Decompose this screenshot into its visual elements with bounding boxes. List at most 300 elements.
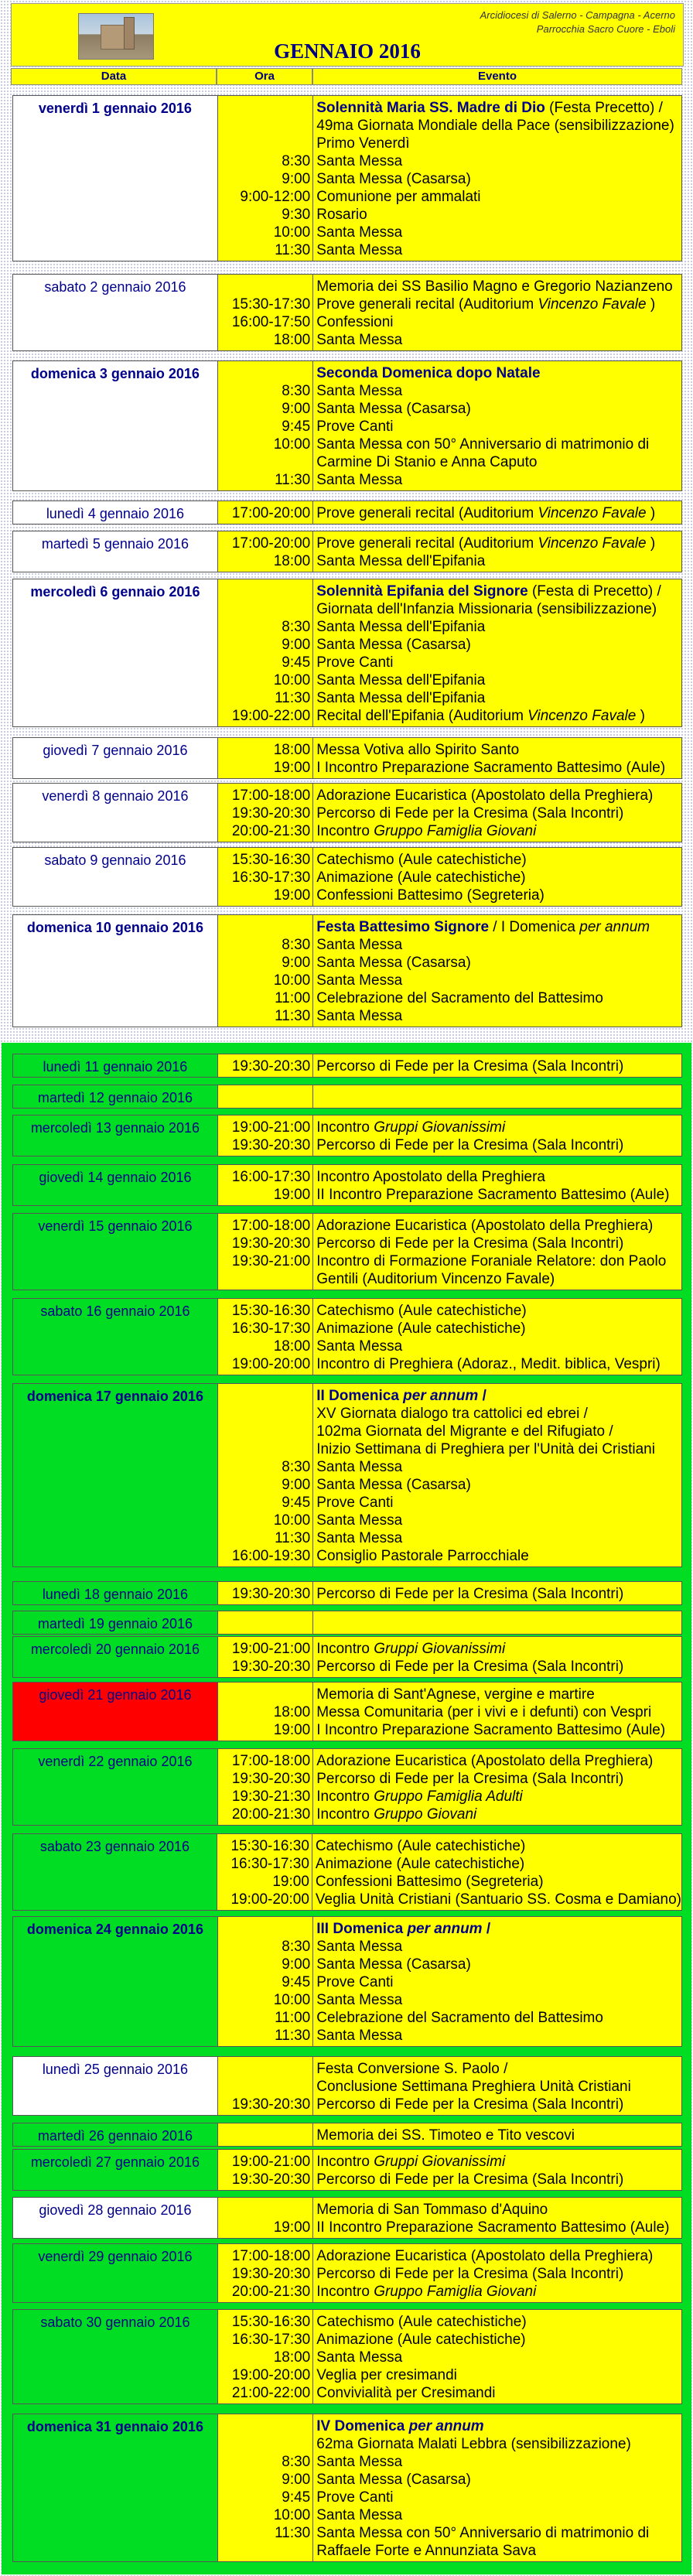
event-description bbox=[316, 1640, 681, 1658]
event-time: 19:00-20:00 bbox=[231, 1356, 311, 1372]
event-text: Santa Messa dell'Epifania bbox=[316, 619, 486, 635]
event-text: Catechismo (Aule catechistiche) bbox=[316, 852, 527, 868]
day-row bbox=[12, 1833, 682, 1911]
day-times bbox=[218, 1683, 313, 1741]
event-text: Gruppo Famiglia Giovani bbox=[374, 823, 537, 839]
event-time: 8:30 bbox=[282, 153, 311, 169]
event-description bbox=[316, 1338, 681, 1355]
day-events bbox=[313, 1214, 681, 1290]
event-text: Santa Messa (Casarsa) bbox=[316, 637, 471, 653]
day-events bbox=[313, 1749, 681, 1825]
event-time: 19:30-20:30 bbox=[231, 2266, 311, 2282]
event-description bbox=[316, 1920, 681, 1938]
day-events bbox=[313, 2123, 681, 2146]
day-times bbox=[218, 848, 313, 906]
event-time: 19:30-20:30 bbox=[231, 2171, 311, 2188]
event-time: 11:30 bbox=[275, 472, 311, 488]
event-text: Memoria di Sant'Agnese, vergine e martire bbox=[316, 1686, 595, 1703]
event-time: 17:00-20:00 bbox=[231, 535, 311, 552]
event-text: Prove Canti bbox=[316, 1495, 394, 1511]
day-times bbox=[218, 531, 313, 572]
event-text: 62ma Giornata Malati Lebbra (sensibilizzazione) bbox=[316, 2436, 631, 2452]
event-time: 11:00 bbox=[275, 2010, 311, 2026]
event-text: III Domenica bbox=[316, 1921, 408, 1937]
event-description bbox=[316, 1837, 681, 1855]
event-time: 19:00-21:00 bbox=[231, 1641, 311, 1657]
event-text: 102ma Giornata del Migrante e del Rifugiato / bbox=[316, 1423, 613, 1440]
event-description bbox=[316, 2471, 681, 2489]
event-time: 15:30-16:30 bbox=[231, 852, 311, 868]
event-description bbox=[316, 2247, 681, 2265]
event-description bbox=[316, 1057, 681, 1075]
event-time: 11:30 bbox=[275, 2525, 311, 2541]
event-text: Catechismo (Aule catechistiche) bbox=[316, 1303, 527, 1319]
day-row bbox=[12, 737, 682, 779]
event-text: Catechismo (Aule catechistiche) bbox=[316, 2314, 527, 2330]
day-times bbox=[218, 2244, 313, 2302]
day-date: venerdì 8 gennaio 2016 bbox=[13, 784, 218, 842]
day-times bbox=[218, 2414, 313, 2561]
event-text: Santa Messa bbox=[316, 937, 403, 953]
event-text: Gruppo Famiglia Giovani bbox=[374, 2284, 537, 2300]
event-description bbox=[316, 918, 681, 936]
event-time: 19:30-20:30 bbox=[231, 1235, 311, 1252]
event-description bbox=[316, 2453, 681, 2471]
event-description bbox=[316, 1252, 681, 1270]
event-text: Percorso di Fede per la Cresima (Sala Incontri) bbox=[316, 2266, 624, 2282]
day-row bbox=[12, 2197, 682, 2239]
event-text: per annum bbox=[403, 1388, 479, 1404]
event-time: 9:45 bbox=[282, 1974, 311, 1990]
day-date: martedì 5 gennaio 2016 bbox=[13, 531, 218, 572]
event-time: 21:00-22:00 bbox=[231, 2385, 311, 2401]
event-time bbox=[218, 1423, 310, 1440]
event-description bbox=[316, 2417, 681, 2435]
day-events bbox=[313, 1054, 681, 1077]
day-times bbox=[218, 1637, 313, 1677]
day-events bbox=[313, 738, 681, 778]
event-text: Vincenzo Favale bbox=[527, 708, 637, 724]
event-text: Raffaele Forte e Annunziata Sava bbox=[316, 2543, 537, 2559]
event-text: IV Domenica bbox=[316, 2418, 409, 2434]
event-description bbox=[316, 2219, 681, 2236]
event-time: 8:30 bbox=[282, 619, 311, 635]
event-description bbox=[316, 1423, 681, 1440]
day-times bbox=[218, 275, 313, 350]
event-text: Percorso di Fede per la Cresima (Sala Incontri) bbox=[316, 2096, 624, 2113]
event-text: Animazione (Aule catechistiche) bbox=[315, 1856, 525, 1872]
event-time: 18:00 bbox=[273, 1704, 311, 1720]
day-date: domenica 24 gennaio 2016 bbox=[13, 1917, 218, 2046]
event-text: Carmine Di Stanio e Anna Caputo bbox=[316, 454, 538, 470]
day-date: lunedì 25 gennaio 2016 bbox=[13, 2057, 218, 2115]
event-description bbox=[316, 1873, 681, 1891]
event-text: Seconda Domenica dopo Natale bbox=[316, 365, 541, 381]
event-description bbox=[316, 535, 681, 552]
event-text: Santa Messa bbox=[316, 2454, 403, 2470]
event-description bbox=[316, 707, 681, 725]
event-text: Santa Messa bbox=[316, 224, 403, 241]
day-row bbox=[12, 1298, 682, 1375]
event-time bbox=[218, 135, 310, 152]
event-text: / I Domenica bbox=[489, 919, 580, 935]
event-description bbox=[316, 1956, 681, 1973]
event-time: 9:30 bbox=[282, 207, 311, 223]
event-text: Convivialità per Cresimandi bbox=[316, 2385, 496, 2401]
event-text: (Festa Precetto) / bbox=[544, 100, 663, 116]
event-description bbox=[316, 1991, 681, 2009]
event-description bbox=[316, 170, 681, 188]
day-date: domenica 17 gennaio 2016 bbox=[13, 1384, 218, 1566]
parish-name: Parrocchia Sacro Cuore - Eboli bbox=[536, 23, 675, 35]
event-description bbox=[316, 1703, 681, 1721]
event-description bbox=[316, 1686, 681, 1703]
day-times bbox=[218, 1085, 313, 1108]
day-date: domenica 10 gennaio 2016 bbox=[13, 915, 218, 1027]
event-time bbox=[218, 364, 310, 382]
event-description bbox=[316, 1938, 681, 1956]
day-date: sabato 2 gennaio 2016 bbox=[13, 275, 218, 350]
event-description bbox=[316, 636, 681, 654]
event-description bbox=[316, 618, 681, 636]
day-row bbox=[12, 501, 682, 524]
event-time bbox=[218, 1270, 310, 1288]
event-time: 9:00 bbox=[282, 955, 311, 971]
day-times bbox=[218, 1611, 313, 1634]
event-description bbox=[316, 241, 681, 259]
day-events bbox=[313, 848, 681, 906]
event-text: Santa Messa (Casarsa) bbox=[316, 2472, 471, 2488]
event-time: 8:30 bbox=[282, 383, 311, 399]
day-events bbox=[313, 1115, 681, 1156]
event-description bbox=[316, 1405, 681, 1423]
event-description bbox=[316, 2171, 681, 2188]
event-time: 11:30 bbox=[275, 1530, 311, 1546]
event-time: 16:30-17:30 bbox=[231, 2332, 311, 2348]
day-row bbox=[12, 2309, 682, 2404]
event-text: ) bbox=[636, 708, 645, 724]
day-date: lunedì 18 gennaio 2016 bbox=[13, 1582, 218, 1604]
event-text: Percorso di Fede per la Cresima (Sala Incontri) bbox=[316, 1659, 624, 1675]
event-text: Prove Canti bbox=[316, 2489, 394, 2506]
column-header-event: Evento bbox=[312, 68, 682, 85]
event-description bbox=[316, 2153, 681, 2171]
event-text: Percorso di Fede per la Cresima (Sala Incontri) bbox=[316, 1586, 624, 1602]
event-time: 8:30 bbox=[282, 2454, 311, 2470]
day-times bbox=[218, 579, 313, 726]
event-time bbox=[218, 1405, 310, 1423]
day-events bbox=[313, 1384, 681, 1566]
event-time: 11:30 bbox=[275, 1008, 311, 1024]
event-description bbox=[316, 654, 681, 671]
event-text: Vincenzo Favale bbox=[538, 505, 647, 521]
event-text: / bbox=[478, 1388, 486, 1404]
event-text: Incontro bbox=[316, 1119, 374, 1136]
event-description bbox=[316, 1806, 681, 1823]
event-description bbox=[316, 583, 681, 600]
event-time bbox=[218, 2435, 310, 2453]
event-text: Percorso di Fede per la Cresima (Sala Incontri) bbox=[316, 2171, 624, 2188]
event-text: Gruppi Giovanissimi bbox=[374, 1119, 506, 1136]
event-time bbox=[218, 2060, 310, 2078]
event-text: Primo Venerdì bbox=[316, 135, 410, 152]
event-description bbox=[316, 869, 681, 887]
event-time: 8:30 bbox=[282, 1459, 311, 1475]
event-text: ) bbox=[646, 505, 656, 521]
day-times bbox=[218, 1384, 313, 1566]
event-text: Percorso di Fede per la Cresima (Sala Incontri) bbox=[316, 1137, 624, 1153]
event-text: Prove generali recital (Auditorium bbox=[316, 505, 538, 521]
event-description bbox=[316, 382, 681, 400]
event-description bbox=[316, 1355, 681, 1373]
event-description bbox=[316, 296, 681, 313]
event-time: 17:00-18:00 bbox=[231, 1753, 311, 1769]
event-description bbox=[316, 2506, 681, 2524]
event-time: 8:30 bbox=[282, 937, 311, 953]
event-text: Vincenzo Favale bbox=[538, 296, 647, 313]
event-time: 19:00-21:00 bbox=[231, 2154, 311, 2170]
event-description bbox=[316, 1217, 681, 1235]
event-text: per annum bbox=[408, 2418, 484, 2434]
day-row bbox=[12, 2414, 682, 2562]
event-text: Vincenzo Favale bbox=[538, 535, 647, 552]
event-time: 19:30-20:30 bbox=[231, 1137, 311, 1153]
event-time bbox=[218, 2542, 310, 2560]
event-time: 9:00 bbox=[282, 171, 311, 187]
event-text: Santa Messa bbox=[316, 1939, 403, 1955]
event-text: Solennità Maria SS. Madre di Dio bbox=[316, 100, 545, 116]
event-time bbox=[218, 1920, 310, 1938]
event-description bbox=[316, 2349, 681, 2366]
event-text: Gruppi Giovanissimi bbox=[374, 2154, 506, 2170]
event-text: Comunione per ammalati bbox=[316, 189, 481, 205]
event-description bbox=[316, 1529, 681, 1547]
day-date: giovedì 21 gennaio 2016 bbox=[13, 1683, 218, 1741]
event-description bbox=[316, 2201, 681, 2219]
event-text: Prove generali recital (Auditorium bbox=[316, 535, 538, 552]
event-text: Incontro bbox=[316, 2154, 374, 2170]
day-times bbox=[218, 2310, 313, 2403]
day-row bbox=[12, 2056, 682, 2116]
event-text: Santa Messa (Casarsa) bbox=[316, 1477, 471, 1493]
event-description bbox=[316, 188, 681, 206]
day-row bbox=[12, 1383, 682, 1567]
event-description bbox=[316, 1891, 681, 1908]
event-time bbox=[218, 2078, 310, 2096]
event-description bbox=[316, 2384, 681, 2402]
event-text: Santa Messa bbox=[316, 1008, 403, 1024]
event-description bbox=[316, 1494, 681, 1512]
event-text: Prove generali recital (Auditorium bbox=[316, 296, 538, 313]
event-time bbox=[218, 583, 310, 600]
event-description bbox=[316, 2331, 681, 2349]
event-text: Santa Messa con 50° Anniversario di matrimonio di bbox=[316, 436, 650, 453]
event-time: 18:00 bbox=[273, 2349, 311, 2366]
event-time: 19:00-20:00 bbox=[230, 1891, 309, 1908]
day-row bbox=[12, 1164, 682, 1206]
event-time bbox=[218, 1614, 310, 1632]
event-description bbox=[316, 364, 681, 382]
day-date: sabato 30 gennaio 2016 bbox=[13, 2310, 218, 2403]
event-description bbox=[316, 2313, 681, 2331]
event-description bbox=[316, 759, 681, 777]
event-description bbox=[316, 2542, 681, 2560]
day-date: sabato 16 gennaio 2016 bbox=[13, 1299, 218, 1375]
event-text: Santa Messa con 50° Anniversario di matrimonio di bbox=[316, 2525, 650, 2541]
event-text: ) bbox=[646, 296, 656, 313]
event-text: Prove Canti bbox=[316, 654, 394, 671]
event-description bbox=[316, 135, 681, 152]
event-description bbox=[316, 2524, 681, 2542]
column-header-date: Data bbox=[11, 68, 217, 85]
day-date: venerdì 29 gennaio 2016 bbox=[13, 2244, 218, 2302]
event-time: 9:00 bbox=[282, 401, 311, 417]
day-events bbox=[313, 361, 681, 490]
day-times bbox=[218, 1299, 313, 1375]
day-events bbox=[313, 1299, 681, 1375]
event-text: Incontro di Formazione Foraniale Relatore: don Paolo bbox=[316, 1253, 667, 1269]
event-text: Gentili (Auditorium Vincenzo Favale) bbox=[316, 1271, 555, 1287]
event-time: 11:30 bbox=[275, 2028, 311, 2044]
event-description bbox=[316, 887, 681, 904]
day-date: domenica 31 gennaio 2016 bbox=[13, 2414, 218, 2561]
day-date: giovedì 7 gennaio 2016 bbox=[13, 738, 218, 778]
event-text: Incontro bbox=[316, 823, 374, 839]
event-time: 9:00 bbox=[282, 637, 311, 653]
event-time: 19:00 bbox=[273, 887, 311, 904]
day-events bbox=[313, 1637, 681, 1677]
column-headers bbox=[11, 68, 682, 85]
event-text: I Incontro Preparazione Sacramento Battesimo (Aule) bbox=[316, 1722, 666, 1738]
event-text: 49ma Giornata Mondiale della Pace (sensibilizzazione) bbox=[316, 118, 674, 134]
event-text: ) bbox=[646, 535, 656, 552]
event-time bbox=[218, 1387, 310, 1405]
event-description bbox=[316, 1119, 681, 1136]
day-date: martedì 12 gennaio 2016 bbox=[13, 1085, 218, 1108]
event-text: XV Giornata dialogo tra cattolici ed ebrei / bbox=[316, 1406, 588, 1422]
event-description bbox=[316, 2489, 681, 2506]
event-description bbox=[316, 1440, 681, 1458]
event-time: 10:00 bbox=[273, 2507, 311, 2523]
day-row bbox=[12, 1085, 682, 1109]
event-time: 19:30-20:30 bbox=[231, 1586, 311, 1602]
event-text: Messa Comunitaria (per i vivi e i defunti) con Vespri bbox=[316, 1704, 652, 1720]
day-times bbox=[218, 2150, 313, 2190]
event-text: Santa Messa bbox=[316, 1992, 403, 2008]
event-text: Santa Messa bbox=[316, 1459, 403, 1475]
event-time: 19:30-20:30 bbox=[231, 2096, 311, 2113]
day-times bbox=[218, 2123, 313, 2146]
event-text: per annum bbox=[579, 919, 650, 935]
day-row bbox=[12, 2243, 682, 2303]
month-title: GENNAIO 2016 bbox=[274, 39, 421, 63]
event-description bbox=[316, 206, 681, 224]
event-description bbox=[316, 504, 681, 522]
event-description bbox=[316, 2265, 681, 2283]
day-row bbox=[12, 531, 682, 572]
day-times bbox=[218, 2057, 313, 2115]
event-time: 17:00-18:00 bbox=[231, 2248, 311, 2264]
event-time: 19:00-20:00 bbox=[231, 2367, 311, 2383]
event-time: 9:00 bbox=[282, 1956, 311, 1973]
event-description bbox=[316, 1721, 681, 1739]
event-text: Percorso di Fede per la Cresima (Sala Incontri) bbox=[316, 805, 624, 822]
event-description bbox=[316, 805, 681, 822]
event-time bbox=[218, 117, 310, 135]
event-time: 18:00 bbox=[273, 1338, 311, 1355]
event-time: 16:30-17:30 bbox=[231, 869, 311, 886]
event-text: Santa Messa dell'Epifania bbox=[316, 690, 486, 706]
event-text: Festa Conversione S. Paolo / bbox=[316, 2061, 508, 2077]
event-time: 17:00-20:00 bbox=[231, 505, 311, 521]
day-row bbox=[12, 2123, 682, 2147]
day-date: domenica 3 gennaio 2016 bbox=[13, 361, 218, 490]
event-description bbox=[316, 2096, 681, 2113]
event-time bbox=[218, 918, 310, 936]
event-description bbox=[316, 1512, 681, 1529]
event-text: Santa Messa bbox=[316, 383, 403, 399]
day-events bbox=[313, 1917, 681, 2046]
event-time: 11:30 bbox=[275, 242, 311, 258]
day-times bbox=[218, 1582, 313, 1604]
event-time: 19:30-21:00 bbox=[231, 1253, 311, 1269]
event-time: 9:45 bbox=[282, 654, 311, 671]
event-time: 19:00 bbox=[273, 1187, 311, 1203]
event-time: 17:00-18:00 bbox=[231, 1218, 311, 1234]
event-text: Animazione (Aule catechistiche) bbox=[316, 1320, 526, 1337]
day-times bbox=[218, 2198, 313, 2238]
event-description bbox=[316, 741, 681, 759]
event-time bbox=[218, 453, 310, 471]
event-text: Santa Messa dell'Epifania bbox=[316, 672, 486, 688]
day-times bbox=[217, 1834, 312, 1910]
event-time: 19:30-20:30 bbox=[231, 1771, 311, 1787]
day-events bbox=[313, 1611, 681, 1634]
event-time: 19:00 bbox=[272, 1874, 309, 1890]
day-row bbox=[12, 914, 682, 1027]
day-row bbox=[12, 1213, 682, 1290]
event-time bbox=[218, 278, 310, 296]
day-date: sabato 23 gennaio 2016 bbox=[13, 1834, 217, 1910]
event-text: Prove Canti bbox=[316, 419, 394, 435]
event-description bbox=[316, 552, 681, 570]
event-description bbox=[316, 1585, 681, 1603]
event-text: Santa Messa bbox=[316, 242, 403, 258]
event-text: Messa Votiva allo Spirito Santo bbox=[316, 742, 520, 758]
day-row bbox=[12, 1682, 682, 1741]
day-events bbox=[313, 2150, 681, 2190]
event-text: Animazione (Aule catechistiche) bbox=[316, 869, 526, 886]
day-times bbox=[218, 501, 313, 524]
event-description bbox=[316, 1788, 681, 1806]
event-text: Adorazione Eucaristica (Apostolato della Preghiera) bbox=[316, 1218, 654, 1234]
event-time bbox=[218, 99, 310, 117]
event-text: Santa Messa bbox=[316, 1530, 403, 1546]
event-description bbox=[316, 1088, 681, 1106]
day-row bbox=[12, 1115, 682, 1156]
event-text: II Domenica bbox=[316, 1388, 404, 1404]
event-time: 9:00 bbox=[282, 1477, 311, 1493]
day-events bbox=[313, 2310, 681, 2403]
day-events bbox=[312, 1834, 681, 1910]
event-text: Gruppo Famiglia Adulti bbox=[374, 1789, 523, 1805]
event-description bbox=[316, 152, 681, 170]
event-text: Giornata dell'Infanzia Missionaria (sensibilizzazione) bbox=[316, 601, 657, 617]
day-row bbox=[12, 1636, 682, 1678]
event-text: Santa Messa bbox=[316, 2028, 403, 2044]
event-description bbox=[316, 1770, 681, 1788]
event-text: Festa Battesimo Signore bbox=[316, 919, 490, 935]
